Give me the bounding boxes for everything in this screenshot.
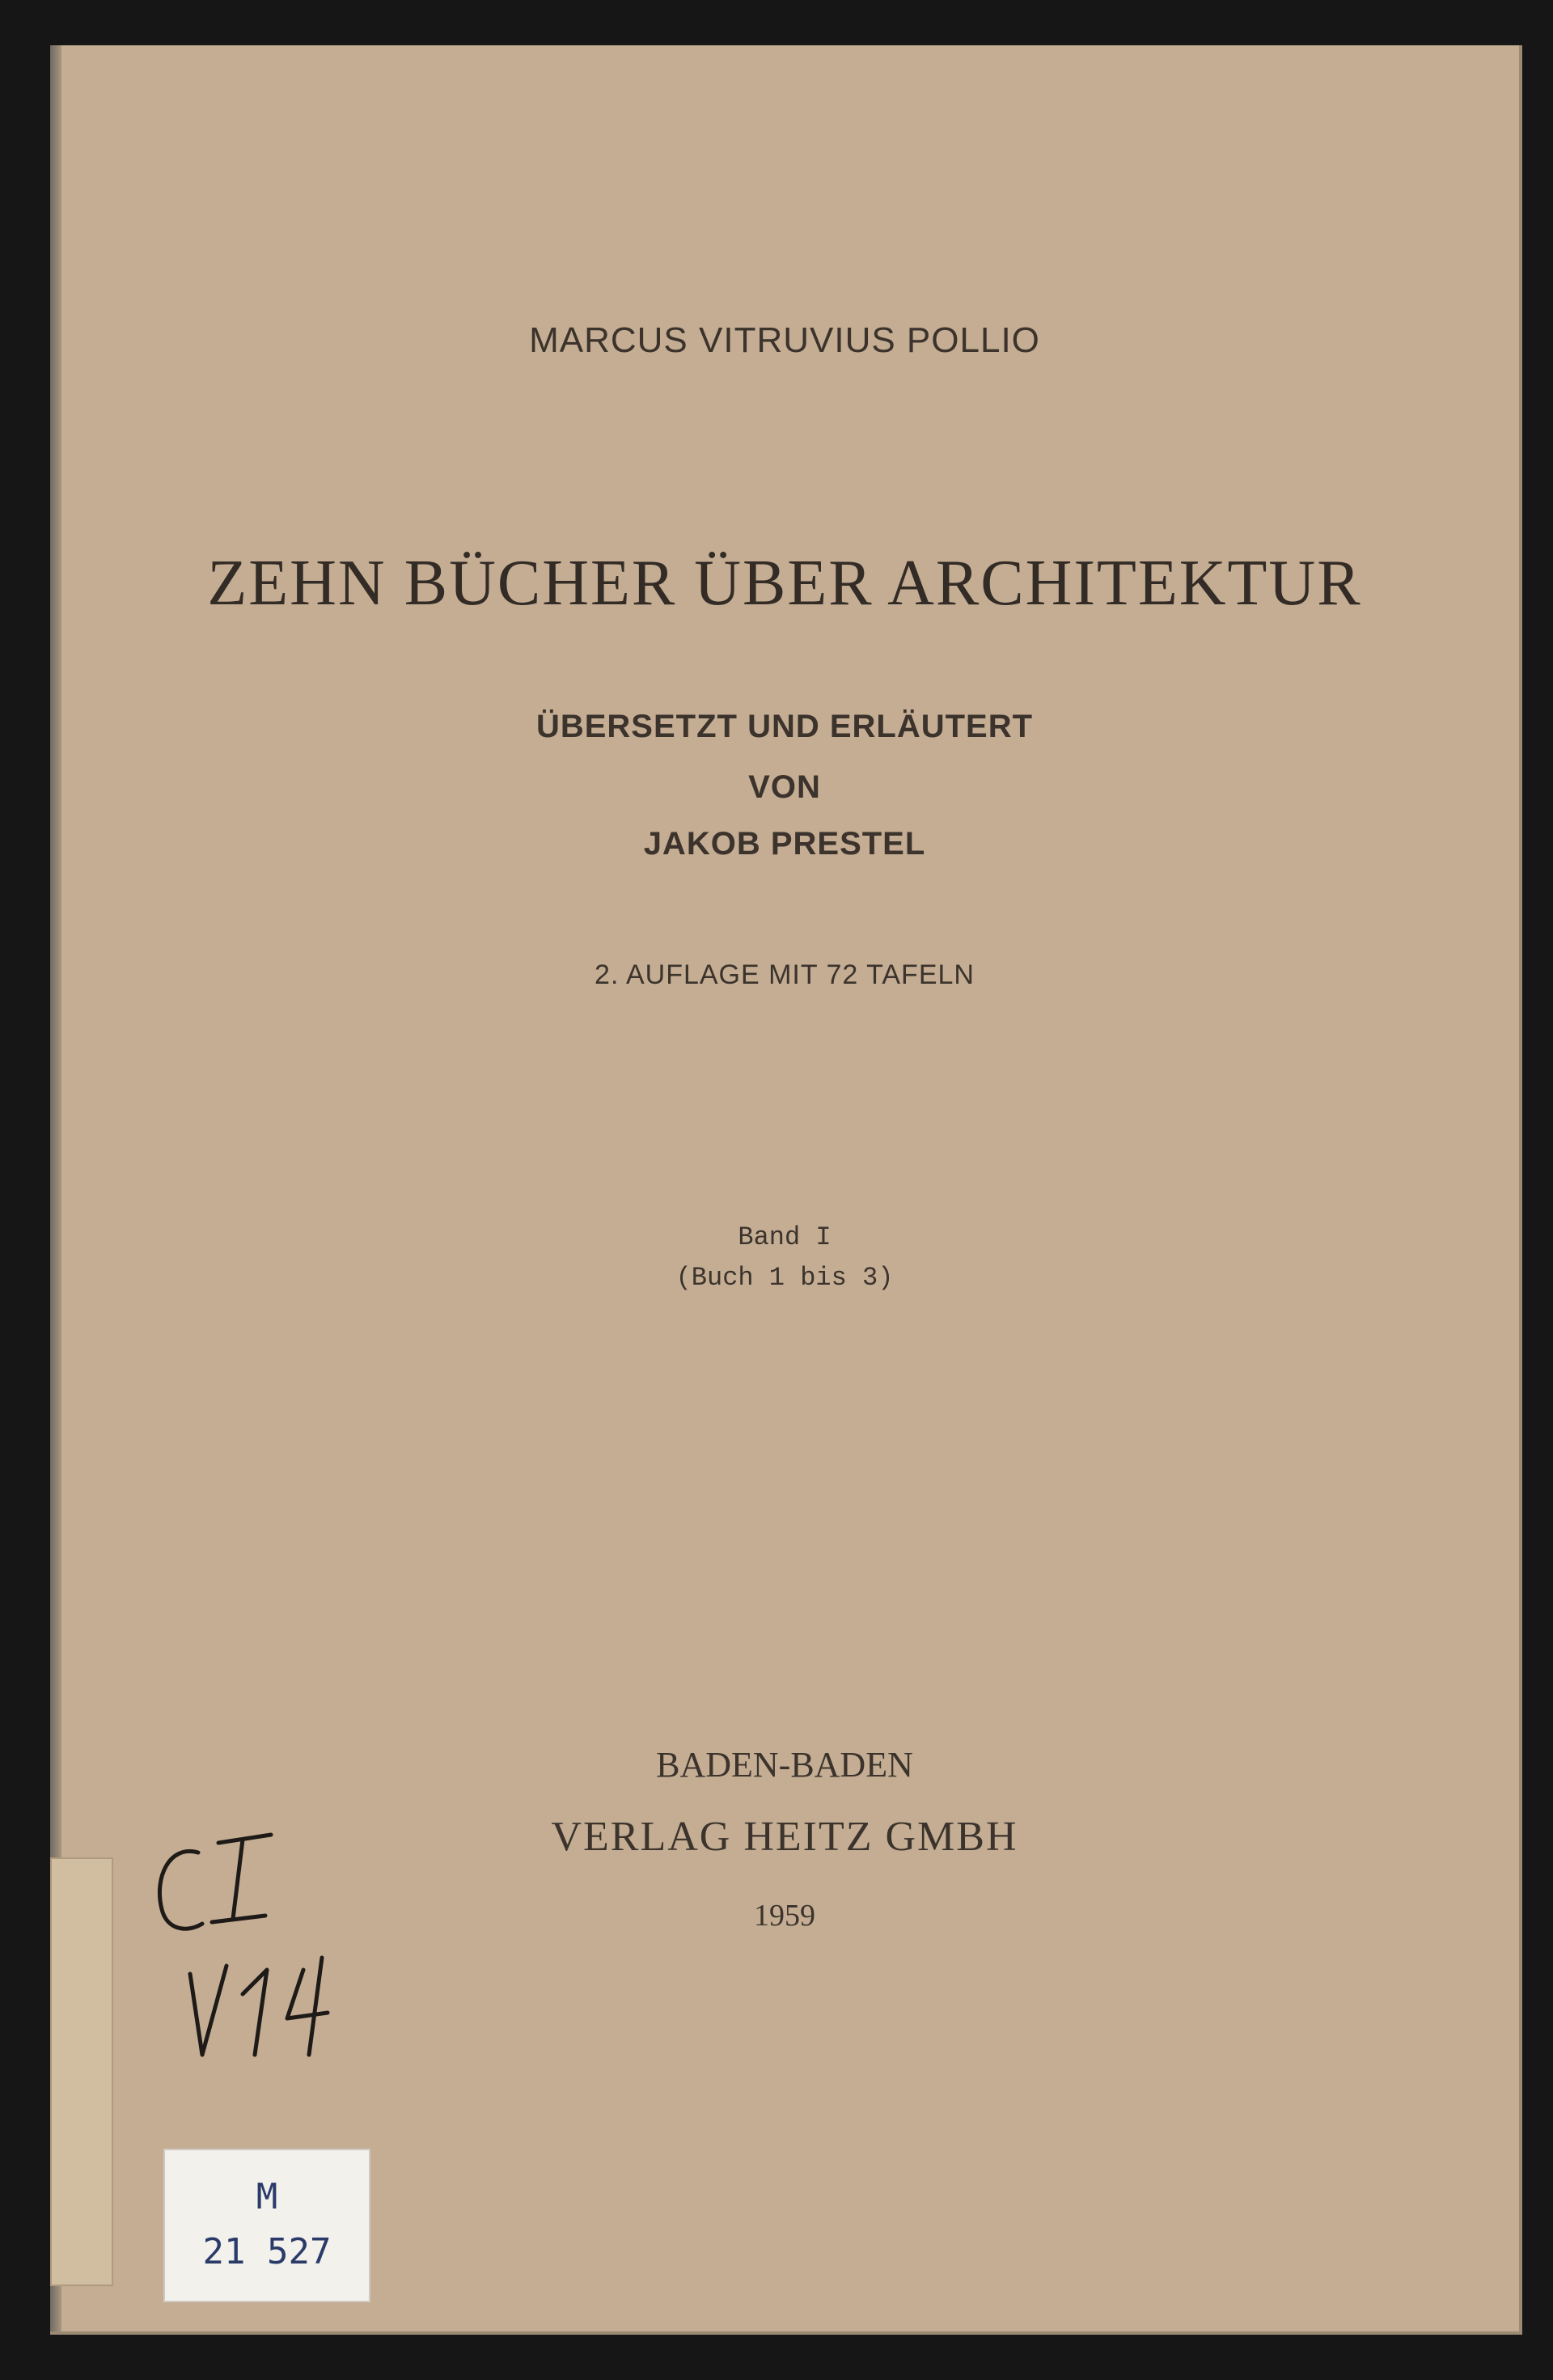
translator-name: JAKOB PRESTEL (643, 826, 926, 862)
publication-year: 1959 (754, 1899, 815, 1933)
translated-by: VON (748, 769, 821, 805)
volume-books: (Buch 1 bis 3) (675, 1263, 894, 1293)
publication-place: BADEN-BADEN (656, 1745, 913, 1785)
library-shelf-label (163, 2149, 370, 2302)
handwritten-shelfmark (121, 1820, 413, 2079)
volume-label: Band I (738, 1222, 832, 1252)
edition-note: 2. AUFLAGE MIT 72 TAFELN (595, 959, 975, 990)
label-line-1: M (256, 2176, 278, 2217)
author-name: MARCUS VITRUVIUS POLLIO (529, 320, 1040, 360)
translated-note: ÜBERSETZT UND ERLÄUTERT (535, 709, 1034, 744)
publisher-name: VERLAG HEITZ GMBH (551, 1814, 1018, 1860)
book-title: ZEHN BÜCHER ÜBER ARCHITEKTUR (207, 548, 1362, 619)
label-line-2: 21 527 (202, 2231, 332, 2272)
